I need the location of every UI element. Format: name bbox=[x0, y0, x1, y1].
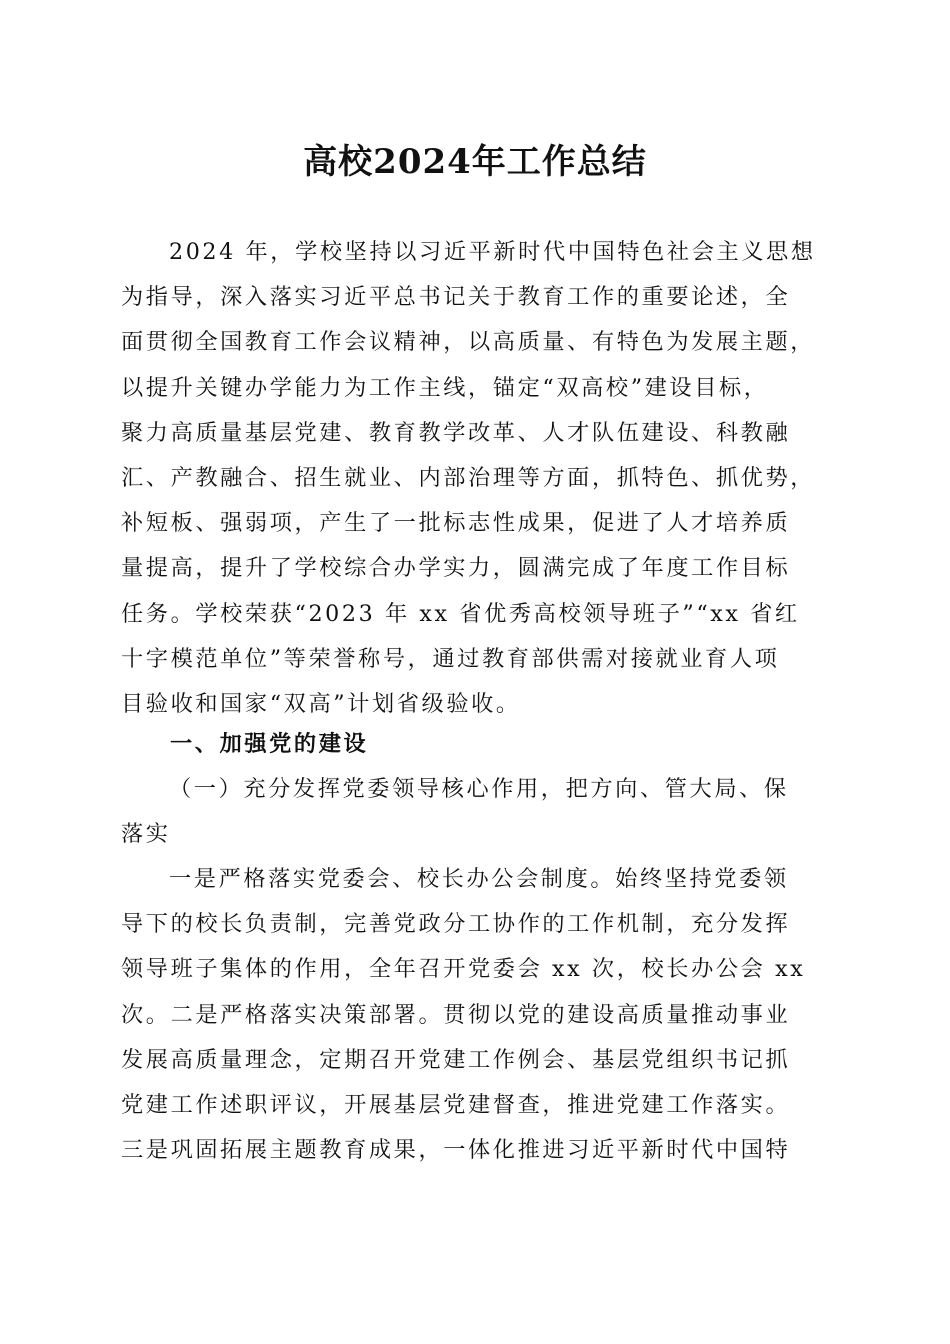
document-title: 高校2024年工作总结 bbox=[303, 142, 647, 182]
text-line: 任务。学校荣获“2023 年 xx 省优秀高校领导班子”“xx 省红 bbox=[121, 600, 800, 627]
intro-paragraph bbox=[121, 230, 833, 727]
text-line: 导下的校长负责制，完善党政分工协作的工作机制，充分发挥 bbox=[121, 911, 791, 938]
text-line: 面贯彻全国教育工作会议精神，以高质量、有特色为发展主题， bbox=[121, 329, 816, 356]
text-line: 发展高质量理念，定期召开党建工作例会、基层党组织书记抓 bbox=[121, 1046, 791, 1073]
text-line: 领导班子集体的作用，全年召开党委会 xx 次，校长办公会 xx bbox=[121, 956, 806, 983]
subsection-heading bbox=[121, 767, 833, 857]
text-line: 党建工作述职评议，开展基层党建督查，推进党建工作落实。 bbox=[121, 1092, 791, 1119]
text-line: 补短板、强弱项，产生了一批标志性成果，促进了人才培养质 bbox=[121, 510, 791, 537]
text-line: 以提升关键办学能力为工作主线，锚定“双高校”建设目标， bbox=[121, 374, 769, 401]
text-line: （一）充分发挥党委领导核心作用，把方向、管大局、保 bbox=[169, 776, 789, 802]
text-line: 目验收和国家“双高”计划省级验收。 bbox=[121, 691, 521, 718]
text-line: 三是巩固拓展主题教育成果，一体化推进习近平新时代中国特 bbox=[121, 1137, 791, 1164]
text-line: 落实 bbox=[121, 821, 171, 848]
body-paragraph bbox=[121, 857, 833, 1173]
text-line: 十字模范单位”等荣誉称号，通过教育部供需对接就业育人项 bbox=[121, 645, 780, 672]
text-line: 一是严格落实党委会、校长办公会制度。始终坚持党委领 bbox=[169, 866, 789, 892]
text-line: 2024 年，学校坚持以习近平新时代中国特色社会主义思想 bbox=[169, 239, 816, 265]
text-line: 为指导，深入落实习近平总书记关于教育工作的重要论述，全 bbox=[121, 284, 791, 311]
text-line: 量提高，提升了学校综合办学实力，圆满完成了年度工作目标 bbox=[121, 555, 791, 582]
text-line: 汇、产教融合、招生就业、内部治理等方面，抓特色、抓优势， bbox=[121, 465, 816, 492]
text-line: 次。二是严格落实决策部署。贯彻以党的建设高质量推动事业 bbox=[121, 1001, 791, 1028]
text-line: 聚力高质量基层党建、教育教学改革、人才队伍建设、科教融 bbox=[121, 419, 791, 446]
section-heading-1: 一、加强党的建设 bbox=[170, 731, 369, 757]
